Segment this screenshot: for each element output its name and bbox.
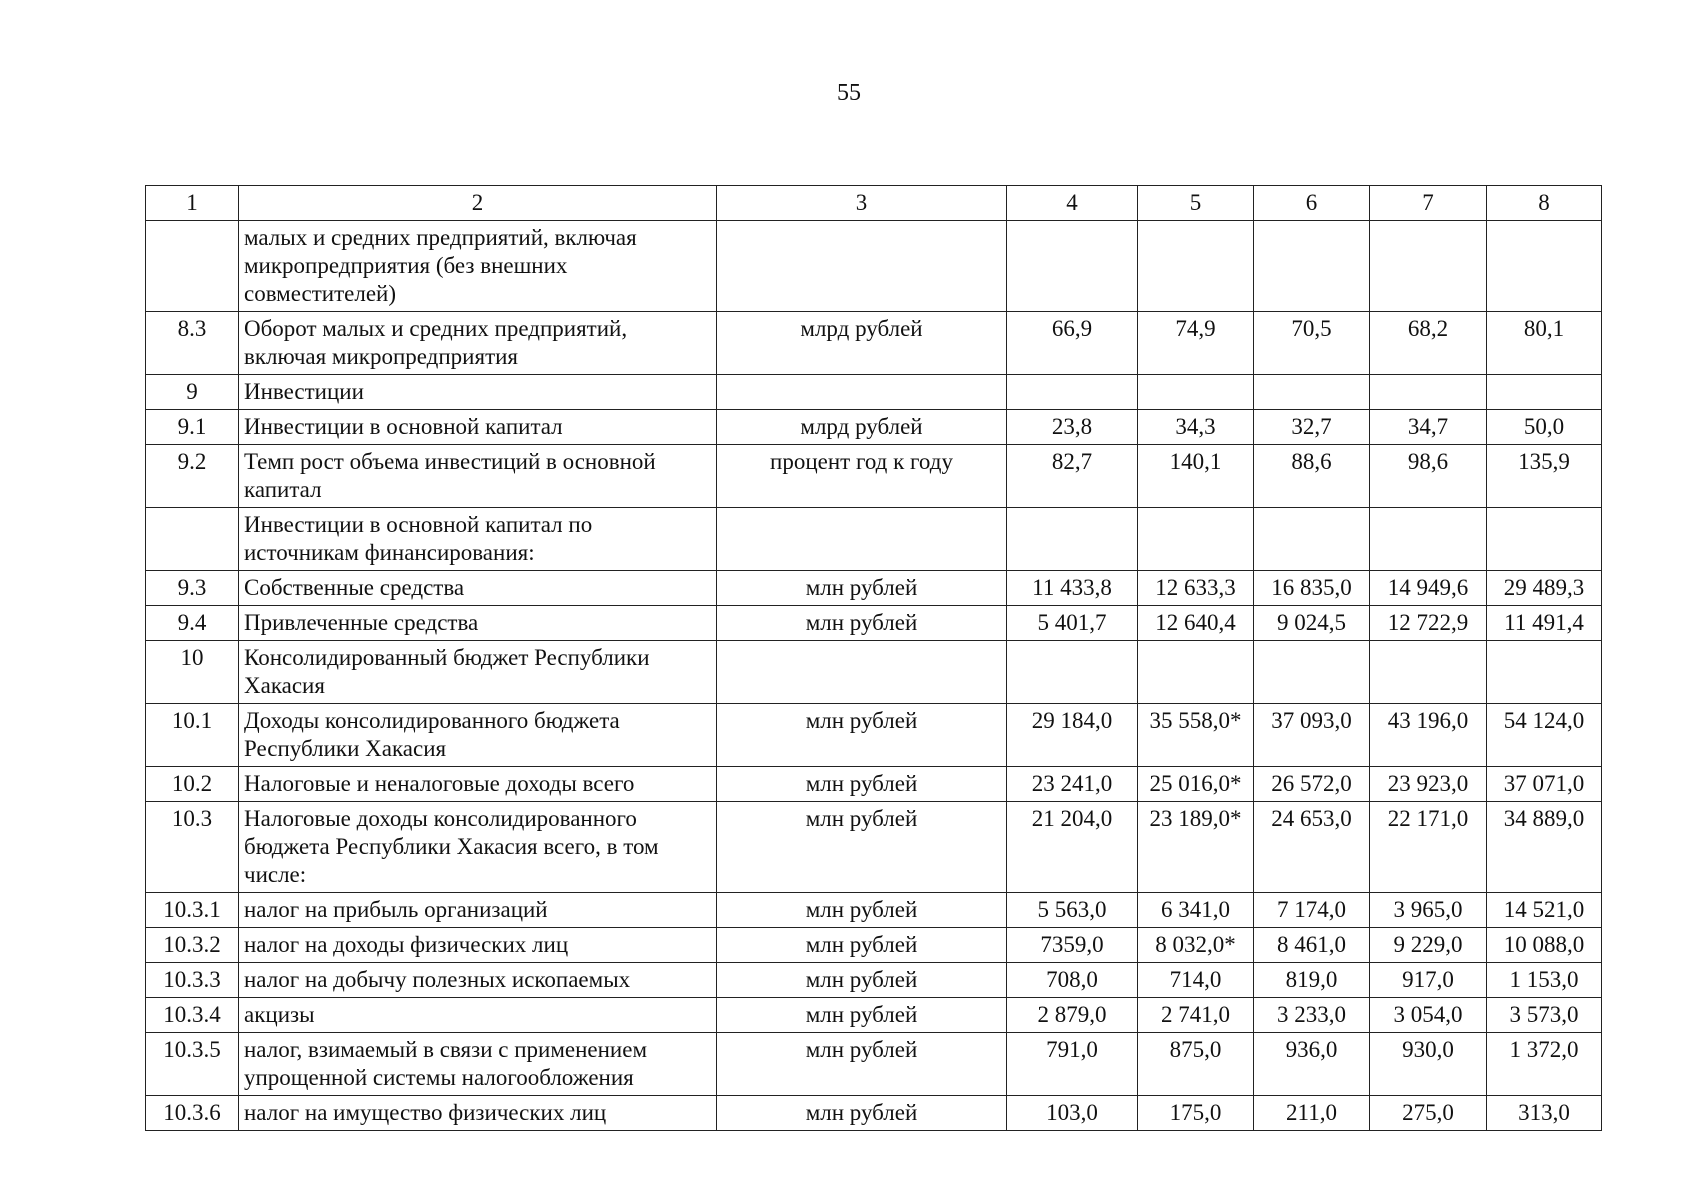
table-row	[146, 508, 1602, 571]
value-cell-col-6: 37 093,0	[1254, 704, 1370, 767]
value-cell-col-5	[1138, 375, 1254, 410]
page-number: 55	[837, 80, 861, 106]
value-cell-col-8	[1487, 221, 1602, 312]
value-cell-col-5	[1138, 221, 1254, 312]
value-cell-col-6: 9 024,5	[1254, 606, 1370, 641]
row-number-cell: 9.4	[146, 606, 239, 641]
value-cell-col-4	[1007, 508, 1138, 571]
value-cell-col-8: 80,1	[1487, 312, 1602, 375]
row-number-cell: 10.3.6	[146, 1096, 239, 1131]
row-number-cell: 10.3.1	[146, 893, 239, 928]
indicator-name-cell: налог на доходы физических лиц	[239, 928, 717, 963]
value-cell-col-4: 708,0	[1007, 963, 1138, 998]
table-row	[146, 998, 1602, 1033]
value-cell-col-6: 3 233,0	[1254, 998, 1370, 1033]
unit-cell: млн рублей	[717, 571, 1007, 606]
value-cell-col-7: 34,7	[1370, 410, 1487, 445]
value-cell-col-6: 32,7	[1254, 410, 1370, 445]
indicator-name-cell: Инвестиции в основной капитал по источникам финансирования:	[239, 508, 717, 571]
table-row	[146, 606, 1602, 641]
value-cell-col-4: 11 433,8	[1007, 571, 1138, 606]
unit-cell: млн рублей	[717, 767, 1007, 802]
value-cell-col-5	[1138, 641, 1254, 704]
value-cell-col-6: 26 572,0	[1254, 767, 1370, 802]
header-cell-2: 2	[239, 186, 717, 221]
value-cell-col-6: 24 653,0	[1254, 802, 1370, 893]
value-cell-col-7	[1370, 641, 1487, 704]
indicator-name-cell: налог, взимаемый в связи с применением упрощенной системы налогообложения	[239, 1033, 717, 1096]
table-row	[146, 641, 1602, 704]
header-cell-1: 1	[146, 186, 239, 221]
value-cell-col-5: 175,0	[1138, 1096, 1254, 1131]
value-cell-col-8	[1487, 641, 1602, 704]
unit-cell	[717, 221, 1007, 312]
unit-cell	[717, 375, 1007, 410]
value-cell-col-4	[1007, 221, 1138, 312]
value-cell-col-7	[1370, 221, 1487, 312]
value-cell-col-8: 10 088,0	[1487, 928, 1602, 963]
indicator-name-cell: налог на имущество физических лиц	[239, 1096, 717, 1131]
value-cell-col-6: 16 835,0	[1254, 571, 1370, 606]
value-cell-col-6: 8 461,0	[1254, 928, 1370, 963]
value-cell-col-5: 12 633,3	[1138, 571, 1254, 606]
header-row	[146, 186, 1602, 221]
value-cell-col-8: 14 521,0	[1487, 893, 1602, 928]
table-row	[146, 1096, 1602, 1131]
row-number-cell	[146, 221, 239, 312]
table-row	[146, 221, 1602, 312]
unit-cell: процент год к году	[717, 445, 1007, 508]
value-cell-col-5: 74,9	[1138, 312, 1254, 375]
indicator-name-cell: налог на прибыль организаций	[239, 893, 717, 928]
value-cell-col-5: 8 032,0*	[1138, 928, 1254, 963]
row-number-cell: 9	[146, 375, 239, 410]
value-cell-col-7: 930,0	[1370, 1033, 1487, 1096]
unit-cell: млн рублей	[717, 1096, 1007, 1131]
header-cell-4: 4	[1007, 186, 1138, 221]
value-cell-col-4: 5 563,0	[1007, 893, 1138, 928]
value-cell-col-6	[1254, 221, 1370, 312]
unit-cell: млрд рублей	[717, 410, 1007, 445]
value-cell-col-7: 3 054,0	[1370, 998, 1487, 1033]
value-cell-col-4: 103,0	[1007, 1096, 1138, 1131]
table-row	[146, 312, 1602, 375]
unit-cell: млн рублей	[717, 802, 1007, 893]
value-cell-col-5: 875,0	[1138, 1033, 1254, 1096]
row-number-cell: 10.3.2	[146, 928, 239, 963]
table-row	[146, 802, 1602, 893]
value-cell-col-7: 43 196,0	[1370, 704, 1487, 767]
table-row	[146, 410, 1602, 445]
row-number-cell: 10.3	[146, 802, 239, 893]
value-cell-col-7	[1370, 508, 1487, 571]
indicator-name-cell: Инвестиции в основной капитал	[239, 410, 717, 445]
value-cell-col-4: 7359,0	[1007, 928, 1138, 963]
unit-cell: млн рублей	[717, 1033, 1007, 1096]
row-number-cell: 9.1	[146, 410, 239, 445]
value-cell-col-8: 1 153,0	[1487, 963, 1602, 998]
value-cell-col-7: 275,0	[1370, 1096, 1487, 1131]
row-number-cell: 10.3.4	[146, 998, 239, 1033]
value-cell-col-8	[1487, 375, 1602, 410]
value-cell-col-7: 3 965,0	[1370, 893, 1487, 928]
unit-cell: млрд рублей	[717, 312, 1007, 375]
value-cell-col-8: 37 071,0	[1487, 767, 1602, 802]
table-row	[146, 704, 1602, 767]
table-row	[146, 893, 1602, 928]
indicator-name-cell: малых и средних предприятий, включая микропредприятия (без внешних совместителей)	[239, 221, 717, 312]
indicator-name-cell: Собственные средства	[239, 571, 717, 606]
value-cell-col-7: 12 722,9	[1370, 606, 1487, 641]
value-cell-col-5: 2 741,0	[1138, 998, 1254, 1033]
row-number-cell: 8.3	[146, 312, 239, 375]
table-row	[146, 375, 1602, 410]
value-cell-col-7: 9 229,0	[1370, 928, 1487, 963]
table-row	[146, 445, 1602, 508]
value-cell-col-5: 12 640,4	[1138, 606, 1254, 641]
indicator-name-cell: Доходы консолидированного бюджета Республики Хакасия	[239, 704, 717, 767]
value-cell-col-8: 50,0	[1487, 410, 1602, 445]
row-number-cell	[146, 508, 239, 571]
value-cell-col-5: 25 016,0*	[1138, 767, 1254, 802]
value-cell-col-7: 98,6	[1370, 445, 1487, 508]
indicator-name-cell: Оборот малых и средних предприятий, включая микропредприятия	[239, 312, 717, 375]
value-cell-col-5: 6 341,0	[1138, 893, 1254, 928]
table-row	[146, 767, 1602, 802]
indicator-name-cell: Привлеченные средства	[239, 606, 717, 641]
value-cell-col-4: 21 204,0	[1007, 802, 1138, 893]
value-cell-col-5: 34,3	[1138, 410, 1254, 445]
row-number-cell: 9.2	[146, 445, 239, 508]
value-cell-col-6	[1254, 641, 1370, 704]
value-cell-col-7	[1370, 375, 1487, 410]
value-cell-col-8: 34 889,0	[1487, 802, 1602, 893]
value-cell-col-6: 936,0	[1254, 1033, 1370, 1096]
indicator-name-cell: Инвестиции	[239, 375, 717, 410]
header-cell-6: 6	[1254, 186, 1370, 221]
header-cell-7: 7	[1370, 186, 1487, 221]
row-number-cell: 10.3.5	[146, 1033, 239, 1096]
value-cell-col-7: 23 923,0	[1370, 767, 1487, 802]
indicator-name-cell: Консолидированный бюджет Республики Хакасия	[239, 641, 717, 704]
unit-cell: млн рублей	[717, 963, 1007, 998]
value-cell-col-8: 1 372,0	[1487, 1033, 1602, 1096]
unit-cell: млн рублей	[717, 606, 1007, 641]
value-cell-col-6	[1254, 508, 1370, 571]
value-cell-col-6: 88,6	[1254, 445, 1370, 508]
value-cell-col-5: 140,1	[1138, 445, 1254, 508]
value-cell-col-4: 2 879,0	[1007, 998, 1138, 1033]
data-table	[145, 185, 1602, 1131]
value-cell-col-4: 5 401,7	[1007, 606, 1138, 641]
table-row	[146, 928, 1602, 963]
value-cell-col-4	[1007, 375, 1138, 410]
value-cell-col-6: 7 174,0	[1254, 893, 1370, 928]
value-cell-col-8: 135,9	[1487, 445, 1602, 508]
value-cell-col-8: 29 489,3	[1487, 571, 1602, 606]
indicator-name-cell: Темп рост объема инвестиций в основной капитал	[239, 445, 717, 508]
header-cell-8: 8	[1487, 186, 1602, 221]
indicator-name-cell: Налоговые и неналоговые доходы всего	[239, 767, 717, 802]
unit-cell: млн рублей	[717, 998, 1007, 1033]
value-cell-col-5	[1138, 508, 1254, 571]
unit-cell	[717, 641, 1007, 704]
value-cell-col-6: 211,0	[1254, 1096, 1370, 1131]
value-cell-col-4	[1007, 641, 1138, 704]
value-cell-col-7: 917,0	[1370, 963, 1487, 998]
value-cell-col-5: 35 558,0*	[1138, 704, 1254, 767]
value-cell-col-7: 14 949,6	[1370, 571, 1487, 606]
row-number-cell: 10.1	[146, 704, 239, 767]
header-cell-3: 3	[717, 186, 1007, 221]
value-cell-col-8	[1487, 508, 1602, 571]
value-cell-col-8: 313,0	[1487, 1096, 1602, 1131]
value-cell-col-6	[1254, 375, 1370, 410]
value-cell-col-6: 819,0	[1254, 963, 1370, 998]
value-cell-col-4: 23 241,0	[1007, 767, 1138, 802]
value-cell-col-8: 3 573,0	[1487, 998, 1602, 1033]
unit-cell: млн рублей	[717, 704, 1007, 767]
row-number-cell: 10.3.3	[146, 963, 239, 998]
value-cell-col-7: 68,2	[1370, 312, 1487, 375]
table-row	[146, 1033, 1602, 1096]
value-cell-col-8: 54 124,0	[1487, 704, 1602, 767]
value-cell-col-4: 82,7	[1007, 445, 1138, 508]
row-number-cell: 9.3	[146, 571, 239, 606]
table-row	[146, 571, 1602, 606]
value-cell-col-5: 23 189,0*	[1138, 802, 1254, 893]
indicator-name-cell: налог на добычу полезных ископаемых	[239, 963, 717, 998]
value-cell-col-4: 23,8	[1007, 410, 1138, 445]
value-cell-col-7: 22 171,0	[1370, 802, 1487, 893]
unit-cell: млн рублей	[717, 928, 1007, 963]
value-cell-col-6: 70,5	[1254, 312, 1370, 375]
table-row	[146, 963, 1602, 998]
row-number-cell: 10.2	[146, 767, 239, 802]
value-cell-col-4: 29 184,0	[1007, 704, 1138, 767]
indicator-name-cell: акцизы	[239, 998, 717, 1033]
unit-cell	[717, 508, 1007, 571]
indicator-name-cell: Налоговые доходы консолидированного бюджета Республики Хакасия всего, в том числе:	[239, 802, 717, 893]
value-cell-col-4: 791,0	[1007, 1033, 1138, 1096]
row-number-cell: 10	[146, 641, 239, 704]
header-cell-5: 5	[1138, 186, 1254, 221]
unit-cell: млн рублей	[717, 893, 1007, 928]
value-cell-col-4: 66,9	[1007, 312, 1138, 375]
value-cell-col-5: 714,0	[1138, 963, 1254, 998]
value-cell-col-8: 11 491,4	[1487, 606, 1602, 641]
